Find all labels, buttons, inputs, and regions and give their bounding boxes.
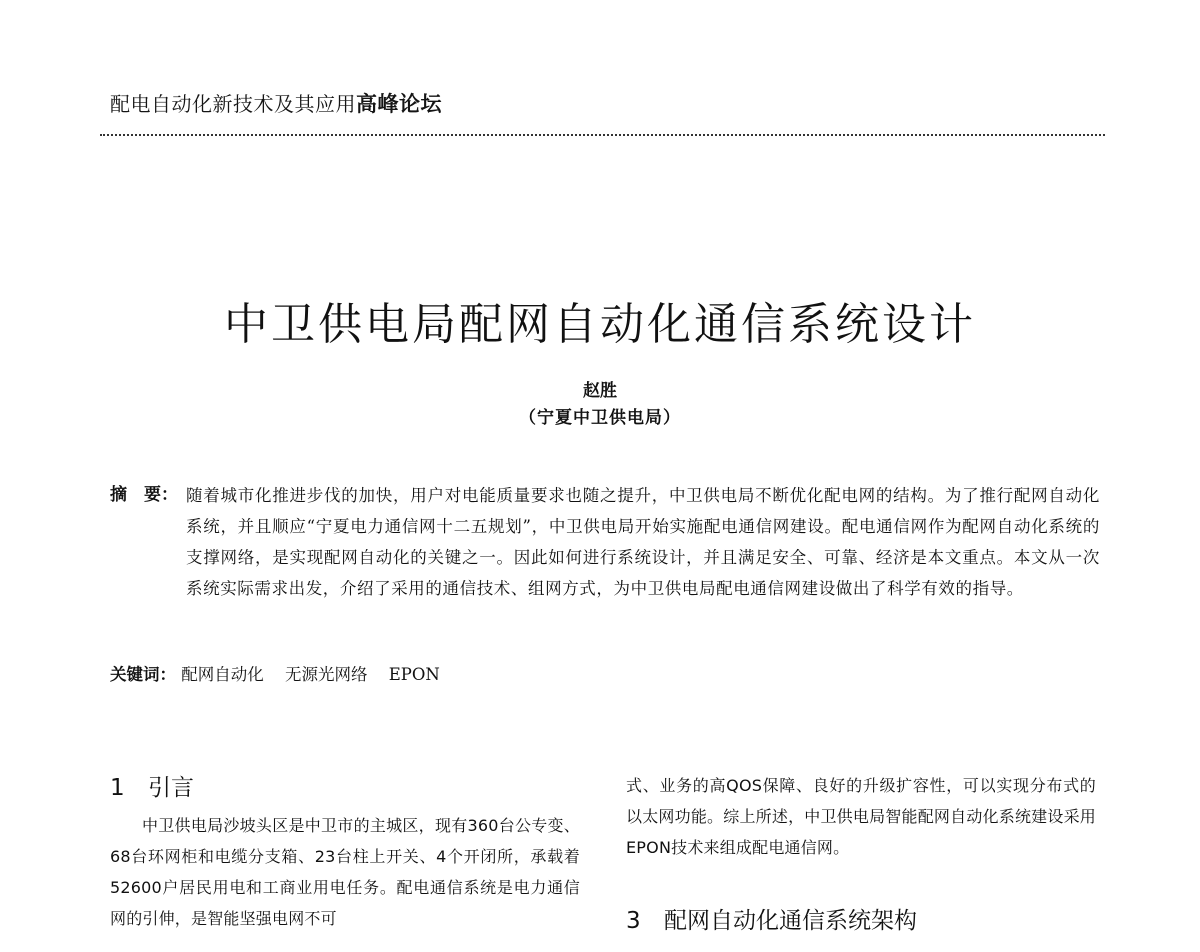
keyword-item: 配网自动化	[181, 665, 264, 684]
header-bold: 高峰论坛	[356, 92, 442, 116]
abstract	[110, 480, 1100, 604]
author: 赵胜	[583, 381, 617, 401]
header-normal: 配电自动化新技术及其应用	[110, 92, 356, 116]
abstract-text: 随着城市化推进步伐的加快，用户对电能质量要求也随之提升，中卫供电局不断优化配电网的结构。为了推行配网自动化系统，并且顺应“宁夏电力通信网十二五规划”，中卫供电局开始实施配电通信网建设。配电通信网作为配网自动化系统的支撑网络，是实现配网自动化的关键之一。因此如何进行系统设计，并且满足安全、可靠、经济是本文重点。本文从一次系统实际需求出发，介绍了采用的通信技术、组网方式，为中卫供电局配电通信网建设做出了科学有效的指导。	[186, 486, 1100, 598]
keywords	[110, 660, 456, 690]
section1-paragraph: 中卫供电局沙坡头区是中卫市的主城区，现有360台公专变、68台环网柜和电缆分支箱、23台柱上开关、4个开闭所，承载着52600户居民用电和工商业用电任务。配电通信系统是电力通信网的引伸，是智能坚强电网不可	[110, 816, 580, 928]
affiliation: （宁夏中卫供电局）	[519, 408, 681, 428]
keyword-item: EPON	[388, 665, 440, 684]
spacer	[626, 863, 1096, 903]
section-heading-3	[626, 903, 1096, 939]
left-column	[110, 770, 580, 934]
paper-title: 中卫供电局配网自动化通信系统设计	[224, 299, 976, 350]
keywords-label: 关键词：	[110, 665, 176, 684]
running-header	[110, 88, 442, 118]
section-title: 引言	[148, 775, 194, 801]
right-column	[626, 770, 1096, 943]
section-heading-1	[110, 770, 580, 806]
section-title: 配网自动化通信系统架构	[664, 908, 917, 934]
section-number: 1	[110, 775, 125, 801]
keyword-item: 无源光网络	[285, 665, 368, 684]
section-number: 3	[626, 908, 641, 934]
header-divider	[100, 134, 1105, 136]
abstract-label: 摘 要：	[110, 485, 178, 505]
right-paragraph: 式、业务的高QOS保障、良好的升级扩容性，可以实现分布式的以太网功能。综上所述，中卫供电局智能配网自动化系统建设采用EPON技术来组成配电通信网。	[626, 776, 1096, 857]
